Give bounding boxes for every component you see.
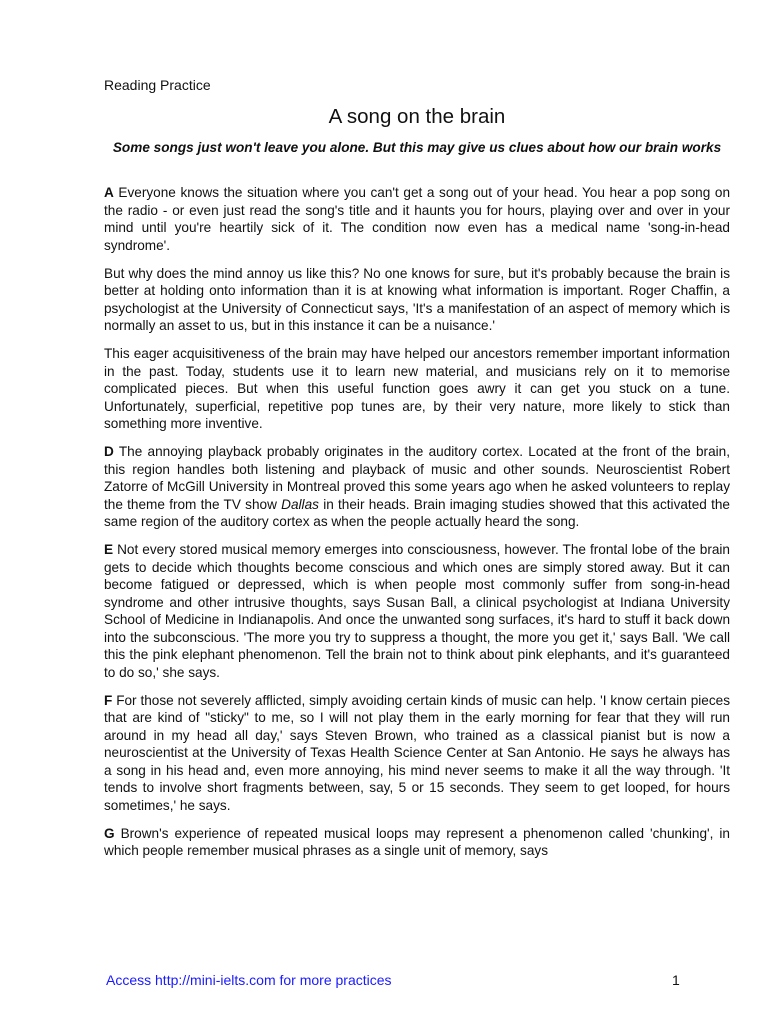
paragraph-letter: E <box>104 542 114 557</box>
page-number: 1 <box>672 972 680 988</box>
paragraph-letter: A <box>104 185 114 200</box>
article-body <box>104 184 730 870</box>
footer-link[interactable]: Access http://mini-ielts.com for more practices <box>106 972 392 988</box>
paragraph-text: in their heads. Brain imaging studies showed that this activated the same region of the auditory cortex as when the people actually heard the song. <box>104 496 730 529</box>
paragraph-g <box>104 825 730 860</box>
paragraph-a <box>104 184 730 254</box>
paragraph-c <box>104 345 730 433</box>
tv-show-title: Dallas <box>281 496 319 512</box>
header-label: Reading Practice <box>104 77 211 93</box>
paragraph-letter: F <box>104 692 113 708</box>
paragraph-text: This eager acquisitiveness of the brain may have helped our ancestors remember important information in the past. Today, students use it to learn new material, and musicians rely on it to memorise complicated pieces. But when this useful function goes awry it can get you stuck on a tune. Unfortunately, superficial, repetitive pop tunes are, by their very nature, more likely to stick than something more inventive. <box>104 346 730 431</box>
paragraph-d <box>104 443 730 531</box>
paragraph-text: The annoying playback probably originates in the auditory cortex. Located at the front of the brain, this region handles both listening and playback of music and other sounds. Neuroscientist Robert Zatorre of McGill University in Montreal proved this some years ago when he asked volunteers to replay the theme from the TV show <box>104 444 730 512</box>
article-title: A song on the brain <box>328 105 506 128</box>
paragraph-e <box>104 541 730 681</box>
paragraph-letter: G <box>104 825 115 841</box>
paragraph-text: Everyone knows the situation where you can't get a song out of your head. You hear a pop song on the radio - or even just read the song's title and it haunts you for hours, playing over and over in your mind until you're heartily sick of it. The condition now even has a medical name 'song-in-head syndrome'. <box>104 185 730 253</box>
paragraph-text: Brown's experience of repeated musical loops may represent a phenomenon called 'chunking', in which people remember musical phrases as a single unit of memory, says <box>104 825 730 858</box>
paragraph-text: Not every stored musical memory emerges into consciousness, however. The frontal lobe of the brain gets to decide which thoughts become conscious and which ones are simply stored away. But it can become fatigued or depressed, which is when people most commonly suffer from song-in-head syndrome and other intrusive thoughts, says Susan Ball, a clinical psychologist at Indiana University School of Medicine in Indianapolis. And once the unwanted song surfaces, it's hard to stuff it back down into the subconscious. 'The more you try to suppress a thought, the more you get it,' says Ball. 'We call this the pink elephant phenomenon. Tell the brain not to think about pink elephants, and it's guaranteed to do so,' she says. <box>104 542 730 680</box>
article-subtitle: Some songs just won't leave you alone. But this may give us clues about how our brain works <box>112 140 722 155</box>
paragraph-text: But why does the mind annoy us like this? No one knows for sure, but it's probably because the brain is better at holding onto information than it is at knowing what information is important. Roger Chaffin, a psychologist at the University of Connecticut says, 'It's a manifestation of an aspect of memory which is normally an asset to us, but in this instance it can be a nuisance.' <box>104 265 730 333</box>
paragraph-b <box>104 265 730 335</box>
paragraph-letter: D <box>104 444 114 459</box>
paragraph-f <box>104 692 730 815</box>
paragraph-text: For those not severely afflicted, simply avoiding certain kinds of music can help. 'I know certain pieces that are kind of "sticky" to me, so I will not play them in the early morning for fear that they will run around in my head all day,' says Steven Brown, who trained as a classical pianist but is now a neuroscientist at the University of Texas Health Science Center at San Antonio. He says he always has a song in his head and, even more annoying, his mind never seems to make it all the way through. 'It tends to involve short fragments between, say, 5 or 15 seconds. They seem to get looped, for hours sometimes,' he says. <box>104 692 730 813</box>
